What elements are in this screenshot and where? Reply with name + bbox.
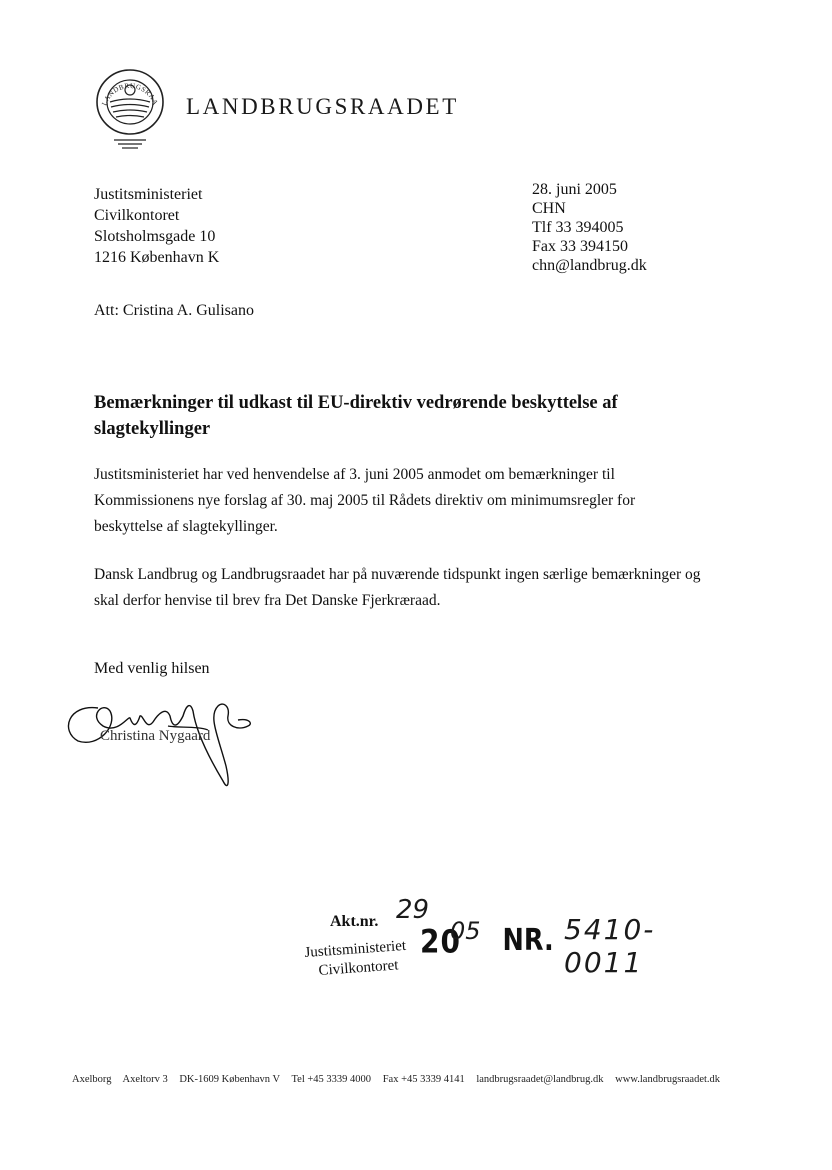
recipient-line: Civilkontoret (94, 207, 180, 224)
footer-website: www.landbrugsraadet.dk (615, 1074, 721, 1085)
footer-item: Axelborg (72, 1074, 112, 1085)
receipt-stamp (300, 895, 720, 985)
stamp-nr-label: NR. (502, 923, 554, 958)
letter-footer (72, 1074, 729, 1085)
body-paragraph: Dansk Landbrug og Landbrugsraadet har på nuværende tidspunkt ingen særlige bemærkninger og skal derfor henvise til brev fra Det Danske Fjerkræraad. (94, 566, 701, 609)
organization-logo (94, 66, 166, 152)
letter-date: 28. juni 2005 (532, 181, 617, 198)
stamp-year-handwritten: 05 (450, 917, 481, 945)
letter-subject: Bemærkninger til udkast til EU-direktiv vedrørende beskyttelse af slagtekyllinger (94, 393, 618, 439)
recipient-line: Slotsholmsgade 10 (94, 228, 216, 245)
stamp-case-number: 5410-0011 (564, 913, 656, 979)
sender-phone: Tlf 33 394005 (532, 219, 624, 236)
sender-fax: Fax 33 394150 (532, 238, 628, 255)
stamp-year-prefix: 20 (420, 922, 461, 961)
stamp-office: Civilkontoret (318, 957, 399, 979)
footer-email: landbrugsraadet@landbrug.dk (476, 1074, 604, 1085)
stamp-ministry: Justitsministeriet (304, 937, 407, 961)
closing-greeting: Med venlig hilsen (94, 660, 210, 677)
body-paragraph: Justitsministeriet har ved henvendelse af 3. juni 2005 anmodet om bemærkninger til Kommissionens nye forslag af 30. maj 2005 til Rådets direktiv om minimumsregler for beskyttelse af slagtekyllinger. (94, 466, 636, 535)
attention-line: Att: Cristina A. Gulisano (94, 302, 254, 319)
signer-name: Christina Nygaard (100, 728, 211, 744)
letter-meta (532, 180, 647, 275)
footer-item: Fax +45 3339 4141 (382, 1074, 465, 1085)
stamp-akt-label: Akt.nr. (330, 913, 379, 930)
footer-item: Tel +45 3339 4000 (291, 1074, 372, 1085)
recipient-line: Justitsministeriet (94, 186, 203, 203)
recipient-line: 1216 København K (94, 249, 220, 266)
organization-name: LANDBRUGSRAADET (186, 94, 459, 119)
footer-item: Axeltorv 3 (122, 1074, 168, 1085)
stamp-akt-number: 29 (396, 895, 430, 925)
svg-text:LANDBRUGSRAADET: LANDBRUGSRAA (100, 81, 160, 107)
footer-item: DK-1609 København V (179, 1074, 281, 1085)
sender-email: chn@landbrug.dk (532, 257, 647, 274)
sender-initials: CHN (532, 200, 566, 217)
recipient-address (94, 184, 219, 268)
seal-icon (94, 66, 166, 152)
